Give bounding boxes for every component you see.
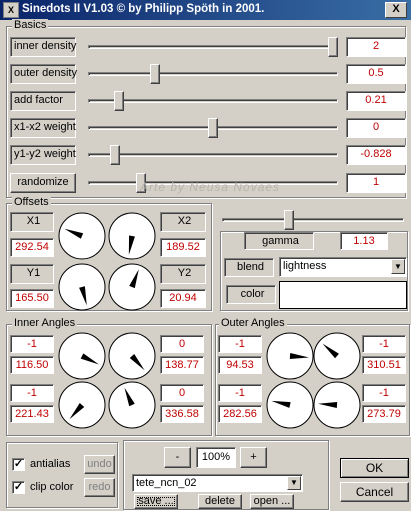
basics-row-label: add factor <box>10 91 76 111</box>
outer-angles-label: Outer Angles <box>221 317 285 329</box>
x2-label: X2 <box>160 212 206 232</box>
zoom-minus-button[interactable]: - <box>164 447 191 468</box>
basics-row-value[interactable]: 0 <box>346 118 406 138</box>
slider-thumb[interactable] <box>150 64 160 84</box>
x1-label: X1 <box>10 212 54 232</box>
angle-value[interactable]: 336.58 <box>160 405 204 423</box>
basics-row-label: x1-x2 weight <box>10 118 76 138</box>
slider-track[interactable] <box>88 153 338 157</box>
gamma-slider-thumb[interactable] <box>284 210 294 230</box>
angle-dial[interactable] <box>58 263 106 311</box>
angle-dial[interactable] <box>58 212 106 260</box>
angle-value[interactable]: 116.50 <box>10 356 54 374</box>
y1-value[interactable]: 165.50 <box>10 289 54 308</box>
watermark: Arte by Neusa Novaes <box>140 180 281 194</box>
x2-value[interactable]: 189.52 <box>160 238 206 257</box>
basics-row-value[interactable]: 1 <box>346 173 406 193</box>
save-preset-button[interactable]: save ... <box>134 494 178 509</box>
preset-select[interactable] <box>132 474 303 492</box>
y1-label: Y1 <box>10 264 54 284</box>
angle-value[interactable]: 282.56 <box>218 405 262 423</box>
clipcolor-check[interactable]: ✓ <box>13 481 24 493</box>
blend-select[interactable] <box>279 257 407 277</box>
angle-speed-value[interactable]: -1 <box>218 384 262 402</box>
window-title: Sinedots II V1.03 © by Philipp Spöth in 2001. <box>22 3 265 15</box>
basics-row-value[interactable]: 0.5 <box>346 64 406 84</box>
slider-track[interactable] <box>88 99 338 103</box>
inner-angles-label: Inner Angles <box>14 317 76 329</box>
slider-track[interactable] <box>88 45 338 49</box>
chevron-down-icon[interactable]: ▼ <box>287 476 301 490</box>
cancel-button[interactable]: Cancel <box>340 482 409 502</box>
zoom-plus-button[interactable]: + <box>240 447 267 468</box>
angle-speed-value[interactable]: -1 <box>362 335 406 353</box>
redo-button[interactable]: redo <box>84 478 115 497</box>
blend-label: blend <box>224 258 274 277</box>
chevron-down-icon[interactable]: ▼ <box>391 259 405 274</box>
title-bar <box>0 0 411 20</box>
undo-button[interactable]: undo <box>84 455 115 474</box>
angle-value[interactable]: 138.77 <box>160 356 204 374</box>
antialias-label: antialias <box>30 458 71 470</box>
color-label: color <box>226 285 276 304</box>
open-preset-button[interactable]: open ... <box>250 494 294 509</box>
app-icon: X <box>3 2 19 18</box>
basics-row-value[interactable]: 2 <box>346 37 406 57</box>
angle-value[interactable]: 94.53 <box>218 356 262 374</box>
angle-dial[interactable] <box>108 381 156 429</box>
basics-row-label: y1-y2 weight <box>10 145 76 165</box>
angle-dial[interactable] <box>266 332 314 380</box>
angle-dial[interactable] <box>108 212 156 260</box>
basics-row-value[interactable]: 0.21 <box>346 91 406 111</box>
close-button[interactable]: X <box>385 2 407 18</box>
slider-thumb[interactable] <box>110 145 120 165</box>
basics-row-value[interactable]: -0.828 <box>346 145 406 165</box>
gamma-value[interactable]: 1.13 <box>340 232 388 250</box>
angle-value[interactable]: 310.51 <box>362 356 406 374</box>
basics-row-label: inner density <box>10 37 76 57</box>
angle-value[interactable]: 273.79 <box>362 405 406 423</box>
offsets-label: Offsets <box>14 196 49 208</box>
options-group <box>6 442 118 508</box>
color-swatch[interactable] <box>279 281 407 309</box>
angle-dial[interactable] <box>108 332 156 380</box>
gamma-track[interactable] <box>222 218 404 222</box>
angle-speed-value[interactable]: -1 <box>10 384 54 402</box>
angle-speed-value[interactable]: 0 <box>160 335 204 353</box>
randomize-button[interactable]: randomize <box>10 173 76 193</box>
angle-value[interactable]: 221.43 <box>10 405 54 423</box>
y2-label: Y2 <box>160 264 206 284</box>
slider-thumb[interactable] <box>328 37 338 57</box>
zoom-value: 100% <box>196 447 236 468</box>
x1-value[interactable]: 292.54 <box>10 238 54 257</box>
angle-dial[interactable] <box>58 332 106 380</box>
slider-thumb[interactable] <box>114 91 124 111</box>
angle-dial[interactable] <box>266 381 314 429</box>
angle-dial[interactable] <box>313 381 361 429</box>
basics-label: Basics <box>14 19 47 31</box>
y2-value[interactable]: 20.94 <box>160 289 206 308</box>
gamma-label: gamma <box>244 232 314 250</box>
angle-dial[interactable] <box>108 263 156 311</box>
blend-selected: lightness <box>283 260 327 272</box>
angle-speed-value[interactable]: -1 <box>218 335 262 353</box>
delete-preset-button[interactable]: delete <box>198 494 242 509</box>
angle-dial[interactable] <box>58 381 106 429</box>
slider-thumb[interactable] <box>208 118 218 138</box>
angle-speed-value[interactable]: 0 <box>160 384 204 402</box>
angle-speed-value[interactable]: -1 <box>10 335 54 353</box>
clipcolor-label: clip color <box>30 481 74 493</box>
preset-selected: tete_ncn_02 <box>136 477 197 489</box>
antialias-check[interactable]: ✓ <box>13 458 24 470</box>
angle-speed-value[interactable]: -1 <box>362 384 406 402</box>
angle-dial[interactable] <box>313 332 361 380</box>
ok-button[interactable]: OK <box>340 458 409 478</box>
basics-row-label: outer density <box>10 64 76 84</box>
slider-track[interactable] <box>88 72 338 76</box>
